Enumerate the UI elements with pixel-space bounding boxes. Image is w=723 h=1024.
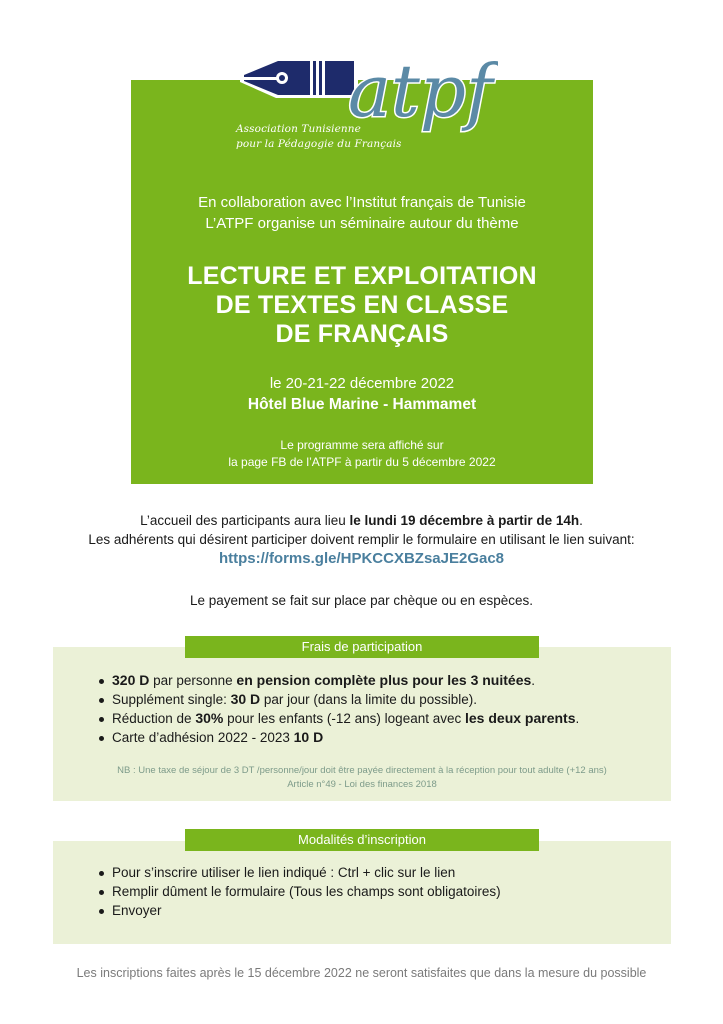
event-dates-venue <box>131 373 593 415</box>
registration-list <box>98 863 501 920</box>
title-line-1: LECTURE ET EXPLOITATION <box>187 262 537 290</box>
atpf-wordmark: atpf <box>348 49 493 133</box>
welcome-line-1 <box>0 511 723 530</box>
tax-note-line-2: Article n°49 - Loi des finances 2018 <box>287 779 437 790</box>
payment-note: Le payement se fait sur place par chèque ou en espèces. <box>190 593 533 608</box>
tax-note <box>53 764 671 792</box>
logo-tagline <box>236 122 436 152</box>
welcome-suffix: . <box>579 513 583 528</box>
title-line-2: DE TEXTES EN CLASSE <box>215 291 509 319</box>
welcome-prefix: L’accueil des participants aura lieu <box>140 513 350 528</box>
programme-note <box>131 437 593 471</box>
seminar-title <box>131 262 593 349</box>
registration-step: Envoyer <box>98 901 501 920</box>
tagline-line-2: pour la Pédagogie du Français <box>236 138 402 150</box>
intro-line-2: L’ATPF organise un séminaire autour du thème <box>205 215 519 232</box>
fee-item: Réduction de 30% pour les enfants (-12 ans) logeant avec les deux parents. <box>98 709 579 728</box>
registration-step: Pour s’inscrire utiliser le lien indiqué : Ctrl + clic sur le lien <box>98 863 501 882</box>
fees-label: Frais de participation <box>185 636 539 658</box>
registration-label: Modalités d’inscription <box>185 829 539 851</box>
fee-item: 320 D par personne en pension complète plus pour les 3 nuitées. <box>98 671 579 690</box>
title-line-3: DE FRANÇAIS <box>275 320 449 348</box>
welcome-section <box>0 511 723 568</box>
late-registration-note: Les inscriptions faites après le 15 décembre 2022 ne seront satisfaites que dans la mesure du possible <box>76 966 647 980</box>
programme-line-1: Le programme sera affiché sur <box>280 438 444 452</box>
tax-note-line-1: NB : Une taxe de séjour de 3 DT /personne/jour doit être payée directement à la réception pour tout adulte (+12 ans) <box>117 765 607 776</box>
event-dates: le 20-21-22 décembre 2022 <box>269 375 455 392</box>
fees-list <box>98 671 579 747</box>
event-venue: Hôtel Blue Marine - Hammamet <box>247 396 477 413</box>
intro-line-1: En collaboration avec l’Institut français de Tunisie <box>198 194 526 211</box>
registration-box <box>53 841 671 944</box>
tagline-line-1: Association Tunisienne <box>236 123 361 135</box>
programme-line-2: la page FB de l’ATPF à partir du 5 décembre 2022 <box>228 455 496 469</box>
registration-form-link[interactable]: https://forms.gle/HPKCCXBZsaJE2Gac8 <box>218 550 505 567</box>
fee-item: Carte d’adhésion 2022 - 2023 10 D <box>98 728 579 747</box>
welcome-date: le lundi 19 décembre à partir de 14h <box>349 513 580 528</box>
fee-item: Supplément single: 30 D par jour (dans la limite du possible). <box>98 690 579 709</box>
intro-text <box>131 192 593 234</box>
fees-box <box>53 647 671 801</box>
registration-step: Remplir dûment le formulaire (Tous les champs sont obligatoires) <box>98 882 501 901</box>
welcome-line-2: Les adhérents qui désirent participer doivent remplir le formulaire en utilisant le lien suivant: <box>88 532 635 547</box>
